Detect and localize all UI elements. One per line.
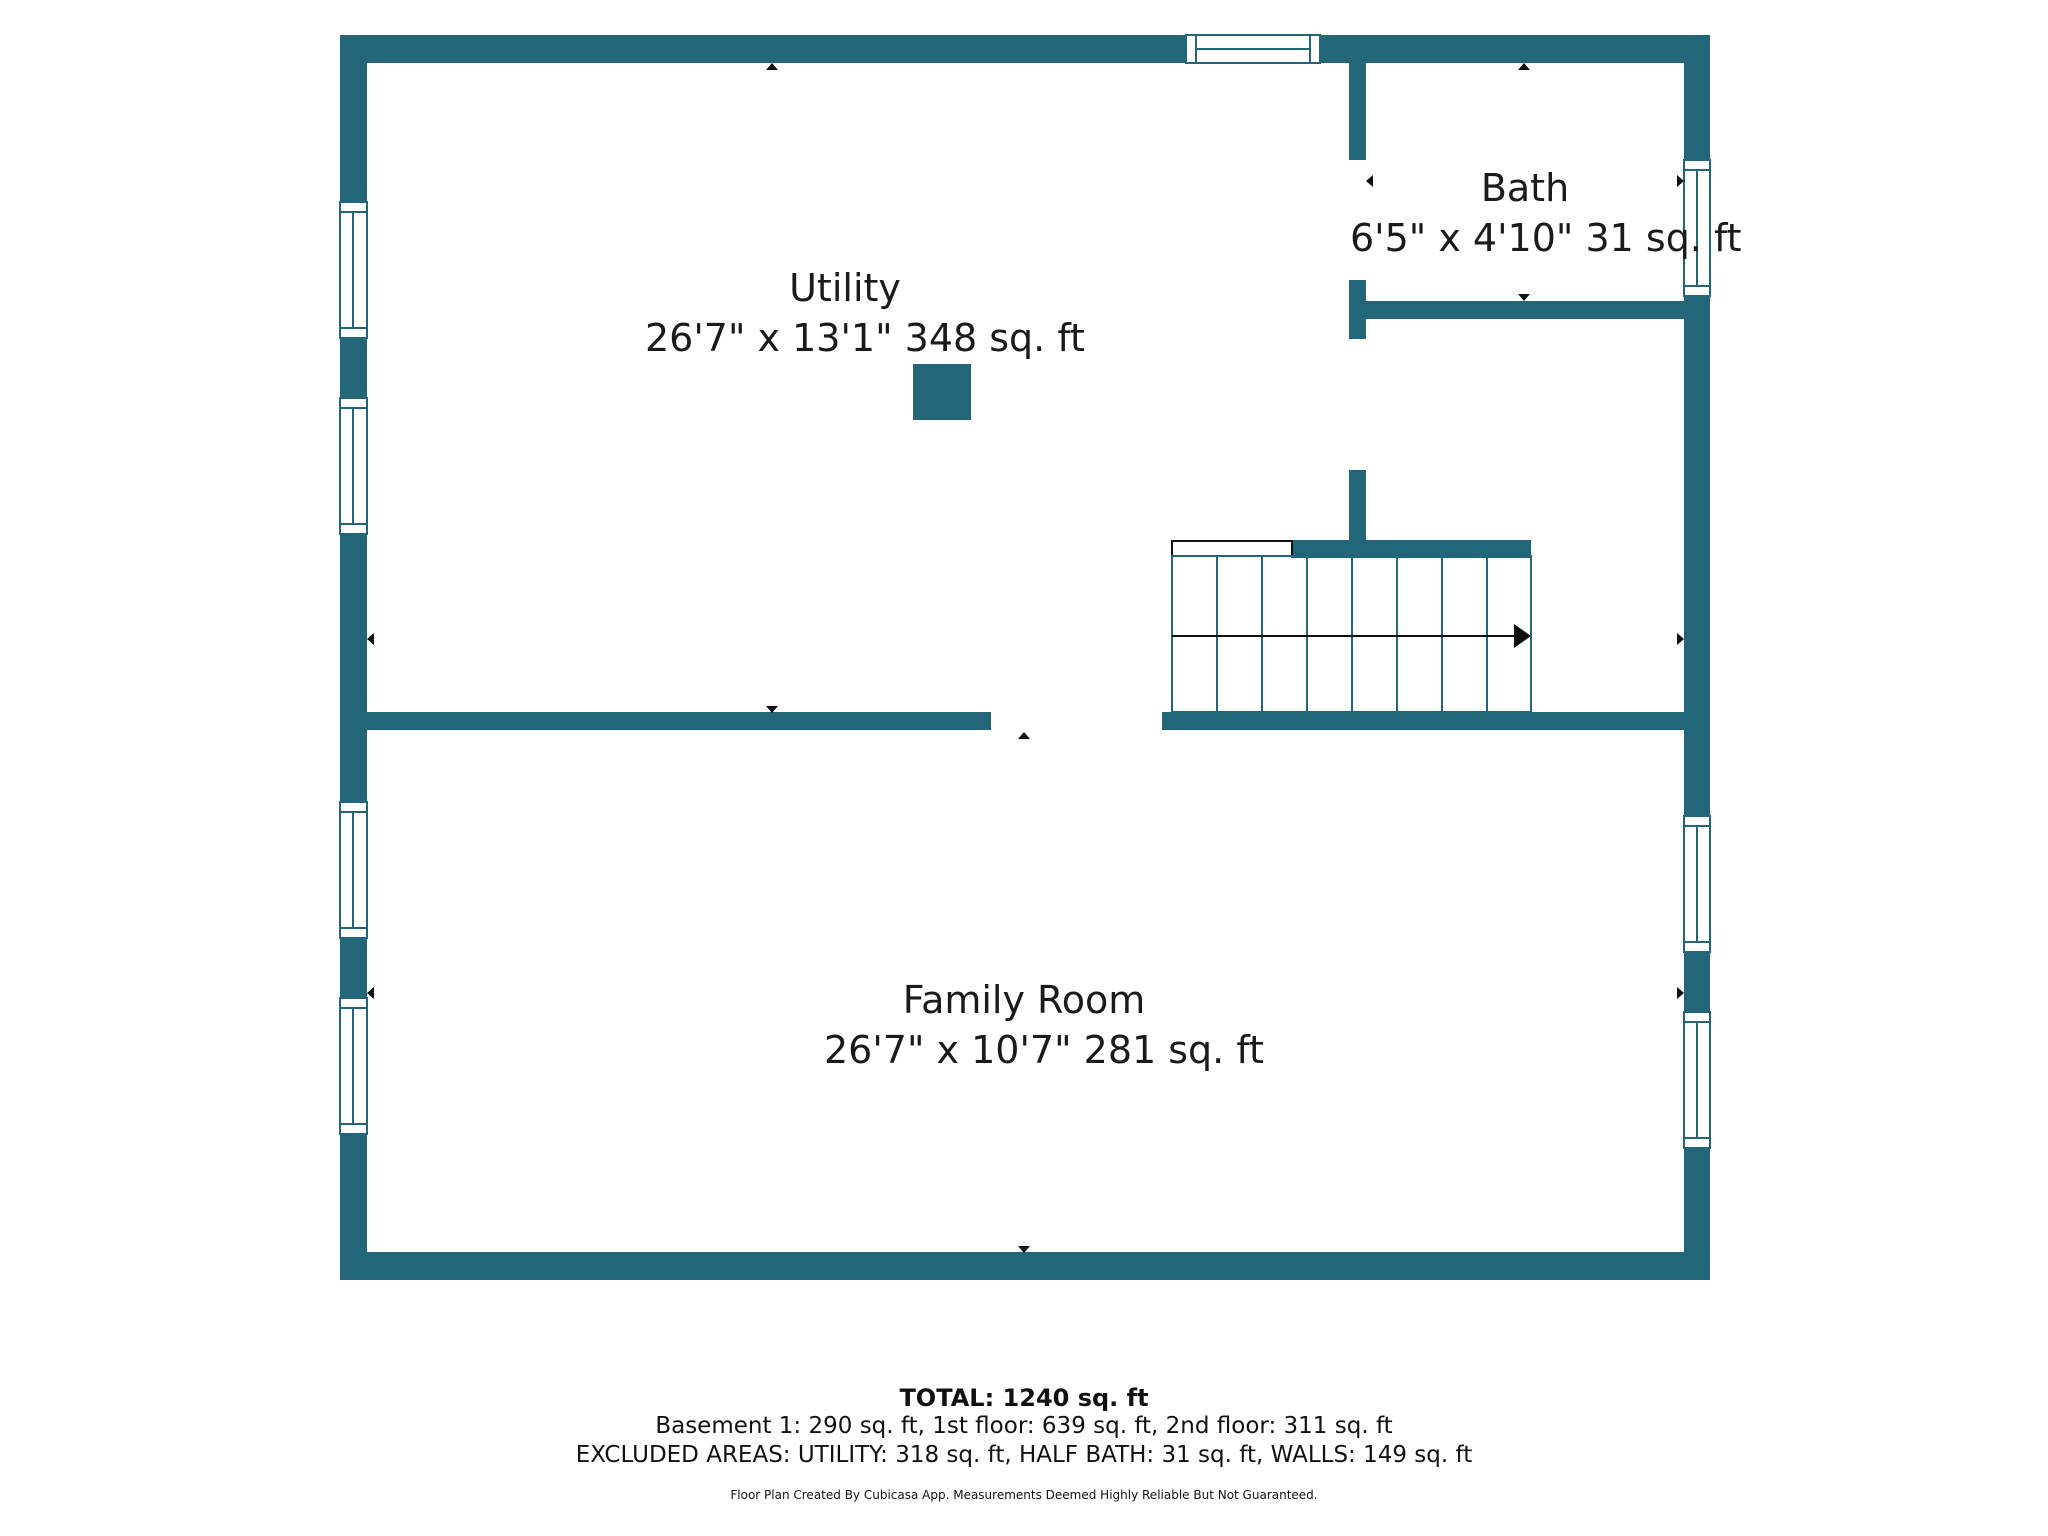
window-right-1 xyxy=(1684,816,1710,952)
floor-areas: Basement 1: 290 sq. ft, 1st floor: 639 sq. ft, 2nd floor: 311 sq. ft xyxy=(655,1413,1393,1439)
stair-wall-vertical xyxy=(1349,470,1366,540)
bath-wall-left-upper xyxy=(1349,35,1366,160)
stair-landing-bar xyxy=(1172,541,1292,556)
room-name-bath: Bath xyxy=(1480,166,1570,210)
stair-arrow-icon xyxy=(1514,624,1531,648)
room-label-bath xyxy=(1350,163,1742,263)
wall-top xyxy=(340,35,1710,63)
total-area: TOTAL: 1240 sq. ft xyxy=(899,1384,1149,1412)
room-dims-family: 26'7" x 10'7" 281 sq. ft xyxy=(824,1028,1264,1072)
room-name-family: Family Room xyxy=(902,978,1146,1022)
doorway-family-utility xyxy=(991,712,1162,730)
room-dims-bath: 6'5" x 4'10" 31 sq. ft xyxy=(1350,216,1742,260)
room-name-utility: Utility xyxy=(789,266,901,310)
excluded-areas: EXCLUDED AREAS: UTILITY: 318 sq. ft, HALF BATH: 31 sq. ft, WALLS: 149 sq. ft xyxy=(575,1442,1473,1468)
window-left-2 xyxy=(340,398,367,534)
window-left-3 xyxy=(340,802,367,938)
window-right-2 xyxy=(1684,1012,1710,1148)
staircase xyxy=(1172,541,1531,712)
room-label-utility xyxy=(645,263,1085,363)
wall-divider-right xyxy=(1162,712,1710,730)
wall-bottom xyxy=(340,1252,1710,1280)
credit-note: Floor Plan Created By Cubicasa App. Measurements Deemed Highly Reliable But Not Guaranteed. xyxy=(730,1488,1318,1502)
window-left-4 xyxy=(340,998,367,1134)
column xyxy=(913,364,971,420)
doorway-stair xyxy=(1349,339,1366,470)
room-label-family xyxy=(824,975,1264,1075)
room-dims-utility: 26'7" x 13'1" 348 sq. ft xyxy=(645,316,1085,360)
window-left-1 xyxy=(340,202,367,338)
wall-divider-left xyxy=(340,712,991,730)
bath-wall-bottom xyxy=(1349,301,1710,319)
openings xyxy=(991,160,1366,730)
